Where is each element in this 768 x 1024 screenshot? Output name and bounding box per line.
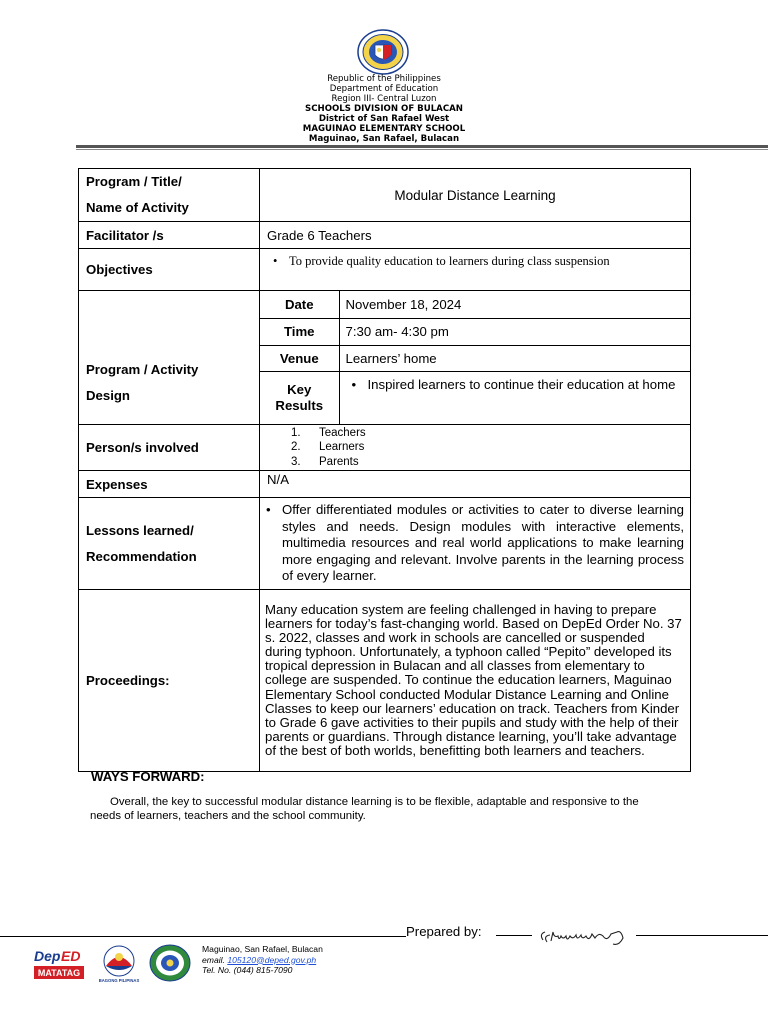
letterhead — [234, 74, 534, 144]
list-item: 1. Teachers — [291, 426, 366, 439]
header-district: District of San Rafael West — [318, 114, 450, 124]
handwritten-signature — [537, 924, 633, 950]
table-row — [79, 249, 691, 291]
table-row — [260, 345, 690, 371]
header-region: Region III- Central Luzon — [331, 94, 437, 104]
signature-line — [636, 935, 768, 936]
persons-value — [260, 425, 691, 471]
venue-label: Venue — [260, 345, 339, 371]
table-row — [79, 222, 691, 249]
signature-line — [496, 935, 532, 936]
key-results-label: Key Results — [260, 371, 339, 424]
table-row — [79, 498, 691, 590]
table-row — [79, 291, 691, 425]
list-item: 3. Parents — [291, 455, 359, 468]
objectives-label: Objectives — [79, 249, 260, 291]
objective-item: • To provide quality education to learners during class suspension — [267, 254, 683, 268]
proceedings-value: Many education system are feeling challenged in having to prepare learners for today’s fast-changing world. Based on DepEd Order No. 37 s. 2022, classes and work in schools are cancelled or suspended during typhoon. Unfortunately, a typhoon called “Pepito” developed its tropical depression in Bulacan and all classes from elementary to college are suspended. To continue the education learners, Maguinao Elementary School conducted Modular Distance Learning and Online Classes to keep our learners’ education on track. Teachers from Kinder to Grade 6 gave activities to their pupils and study with the help of their parents or guardians. Through distance learning, you’ll take advantage of the best of both worlds, benefitting both learners and teachers. — [260, 590, 691, 772]
program-design-cell — [260, 291, 691, 425]
lessons-label: Lessons learned/ Recommendation — [79, 498, 260, 590]
deped-matatag-logo — [32, 944, 88, 982]
proceedings-label: Proceedings: — [79, 590, 260, 772]
design-subtable — [260, 291, 690, 424]
footer-email-row: email. 105120@deped.gov.ph — [202, 954, 317, 965]
table-row — [79, 169, 691, 222]
persons-label: Person/s involved — [79, 425, 260, 471]
key-result-item: • Inspired learners to continue their education at home — [346, 377, 681, 393]
table-row — [79, 590, 691, 772]
email-link[interactable]: 105120@deped.gov.ph — [227, 954, 317, 965]
footer-address: Maguinao, San Rafael, Bulacan — [202, 944, 323, 954]
school-seal-logo — [148, 944, 192, 982]
ways-forward-title: WAYS FORWARD: — [91, 769, 205, 784]
header-republic: Republic of the Philippines — [327, 74, 441, 84]
key-results-value — [339, 371, 690, 424]
venue-value: Learners’ home — [339, 345, 690, 371]
facilitator-label: Facilitator /s — [79, 222, 260, 249]
objectives-value — [260, 249, 691, 291]
header-school: MAGUINAO ELEMENTARY SCHOOL — [302, 124, 466, 134]
table-row — [260, 291, 690, 318]
expenses-label: Expenses — [79, 471, 260, 498]
svg-text:BAGONG PILIPINAS: BAGONG PILIPINAS — [98, 978, 140, 983]
svg-text:ED: ED — [61, 948, 81, 964]
svg-text:MATATAG: MATATAG — [37, 968, 81, 978]
bagong-pilipinas-logo — [96, 944, 142, 984]
ways-forward-body: Overall, the key to successful modular distance learning is to be flexible, adaptable and responsive to the needs of learners, teachers and the school community. — [90, 796, 639, 822]
lesson-item: • Offer differentiated modules or activities to cater to diverse learning styles and needs. Design modules with interactive elements, multimedia resources and real world applications to make learning more engaging and relevant. Involve parents in the learning process of every learner. — [260, 502, 684, 585]
deped-seal-logo — [357, 29, 409, 75]
facilitator-value: Grade 6 Teachers — [260, 222, 691, 249]
footer-tel: Tel. No. (044) 815-7090 — [202, 965, 293, 975]
footer-contact — [202, 944, 323, 976]
persons-list — [267, 426, 683, 470]
lessons-value — [260, 498, 691, 590]
list-item: 2. Learners — [291, 441, 365, 454]
table-row — [79, 425, 691, 471]
svg-text:Dep: Dep — [34, 948, 61, 964]
activity-report-table — [78, 168, 691, 772]
prepared-by-label: Prepared by: — [406, 924, 482, 939]
header-divider — [76, 145, 768, 148]
time-value: 7:30 am- 4:30 pm — [339, 318, 690, 345]
program-title-label: Program / Title/ Name of Activity — [79, 169, 260, 222]
header-divider-thin — [76, 149, 768, 150]
program-design-label: Program / Activity Design — [79, 291, 260, 425]
time-label: Time — [260, 318, 339, 345]
table-row — [260, 371, 690, 424]
table-row — [260, 318, 690, 345]
header-address: Maguinao, San Rafael, Bulacan — [308, 134, 460, 144]
expenses-value: N/A — [260, 471, 691, 498]
program-title-value: Modular Distance Learning — [260, 169, 691, 222]
header-department: Department of Education — [329, 84, 439, 94]
table-row — [79, 471, 691, 498]
date-value: November 18, 2024 — [339, 291, 690, 318]
footer-divider — [0, 936, 406, 937]
header-division: SCHOOLS DIVISION OF BULACAN — [305, 104, 463, 114]
date-label: Date — [260, 291, 339, 318]
